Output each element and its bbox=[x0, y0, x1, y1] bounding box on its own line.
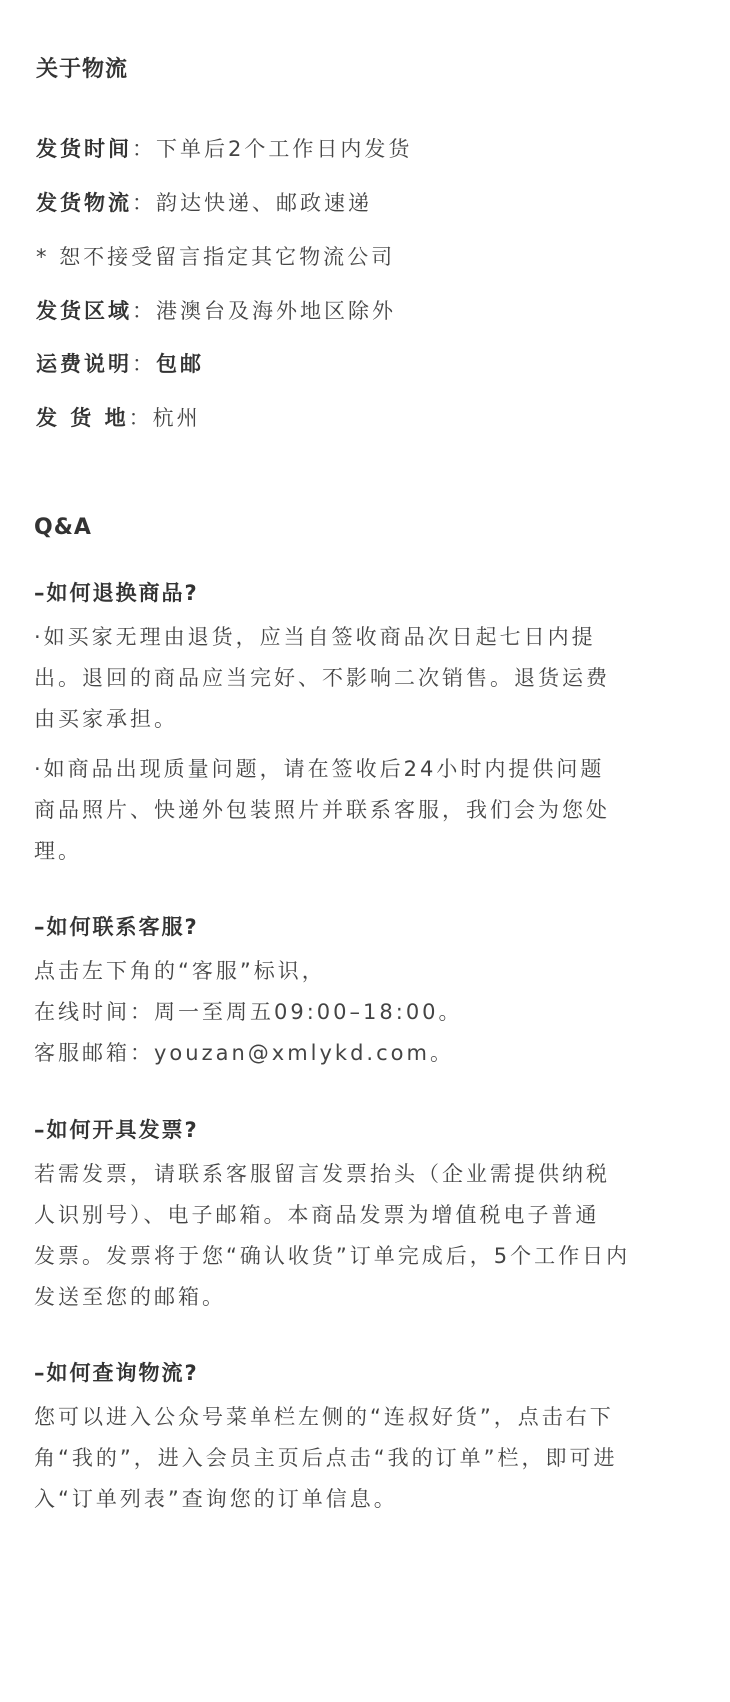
logistics-row-note bbox=[36, 241, 696, 271]
row-value: 港澳台及海外地区除外 bbox=[156, 299, 396, 323]
answer-line: 角“我的”，进入会员主页后点击“我的订单”栏，即可进 bbox=[34, 1446, 618, 1470]
logistics-row-region bbox=[36, 295, 696, 325]
row-label: 运费说明 bbox=[36, 352, 132, 376]
qa-title: Q&A bbox=[34, 515, 92, 540]
answer-line: 在线时间：周一至周五09:00–18:00。 bbox=[34, 1000, 463, 1024]
answer-line: 理。 bbox=[34, 839, 82, 863]
row-sep: ： bbox=[132, 191, 156, 215]
qa-question-tracking: –如何查询物流? bbox=[34, 1361, 199, 1385]
row-sep: ： bbox=[132, 137, 156, 161]
row-value: 韵达快递、邮政速递 bbox=[156, 191, 372, 215]
answer-line: 发票。发票将于您“确认收货”订单完成后，5个工作日内 bbox=[34, 1244, 631, 1268]
qa-question-support: –如何联系客服? bbox=[34, 915, 199, 939]
logistics-row-origin bbox=[36, 402, 696, 432]
support-email: 客服邮箱：youzan@xmlykd.com。 bbox=[34, 1041, 454, 1065]
qa-question-return: –如何退换商品? bbox=[34, 581, 199, 605]
row-value: 杭州 bbox=[152, 406, 201, 430]
answer-line: 商品照片、快递外包装照片并联系客服，我们会为您处 bbox=[34, 798, 610, 822]
row-label: 发 货 地 bbox=[36, 406, 129, 430]
qa-question-invoice: –如何开具发票? bbox=[34, 1118, 199, 1142]
logistics-row-ship-time bbox=[36, 133, 696, 163]
row-sep: ： bbox=[132, 299, 156, 323]
answer-line: 点击左下角的“客服”标识， bbox=[34, 959, 326, 983]
row-label: 发货区域 bbox=[36, 299, 132, 323]
answer-line: 出。退回的商品应当完好、不影响二次销售。退货运费 bbox=[34, 666, 610, 690]
qa-answer-return-1 bbox=[34, 617, 694, 740]
row-value: 下单后2个工作日内发货 bbox=[156, 137, 413, 161]
answer-line: 由买家承担。 bbox=[34, 707, 178, 731]
row-sep: ： bbox=[132, 352, 156, 376]
row-sep: ： bbox=[128, 406, 153, 430]
row-value: * 恕不接受留言指定其它物流公司 bbox=[36, 245, 396, 269]
qa-answer-invoice bbox=[34, 1154, 694, 1318]
qa-answer-tracking bbox=[34, 1397, 694, 1520]
logistics-row-carrier bbox=[36, 187, 696, 217]
qa-answer-support bbox=[34, 951, 694, 1074]
answer-line: 您可以进入公众号菜单栏左侧的“连叔好货”，点击右下 bbox=[34, 1405, 614, 1429]
row-value: 包邮 bbox=[156, 352, 204, 376]
qa-answer-return-2 bbox=[34, 749, 694, 872]
answer-line: 发送至您的邮箱。 bbox=[34, 1285, 226, 1309]
answer-line: 若需发票，请联系客服留言发票抬头（企业需提供纳税 bbox=[34, 1162, 610, 1186]
answer-line: 人识别号）、电子邮箱。本商品发票为增值税电子普通 bbox=[34, 1203, 600, 1227]
answer-line: ·如买家无理由退货，应当自签收商品次日起七日内提 bbox=[34, 625, 596, 649]
row-label: 发货时间 bbox=[36, 137, 132, 161]
row-label: 发货物流 bbox=[36, 191, 132, 215]
logistics-title: 关于物流 bbox=[36, 57, 129, 82]
logistics-row-shipping-fee bbox=[36, 348, 696, 378]
answer-line: 入“订单列表”查询您的订单信息。 bbox=[34, 1487, 398, 1511]
answer-line: ·如商品出现质量问题，请在签收后24小时内提供问题 bbox=[34, 757, 605, 781]
